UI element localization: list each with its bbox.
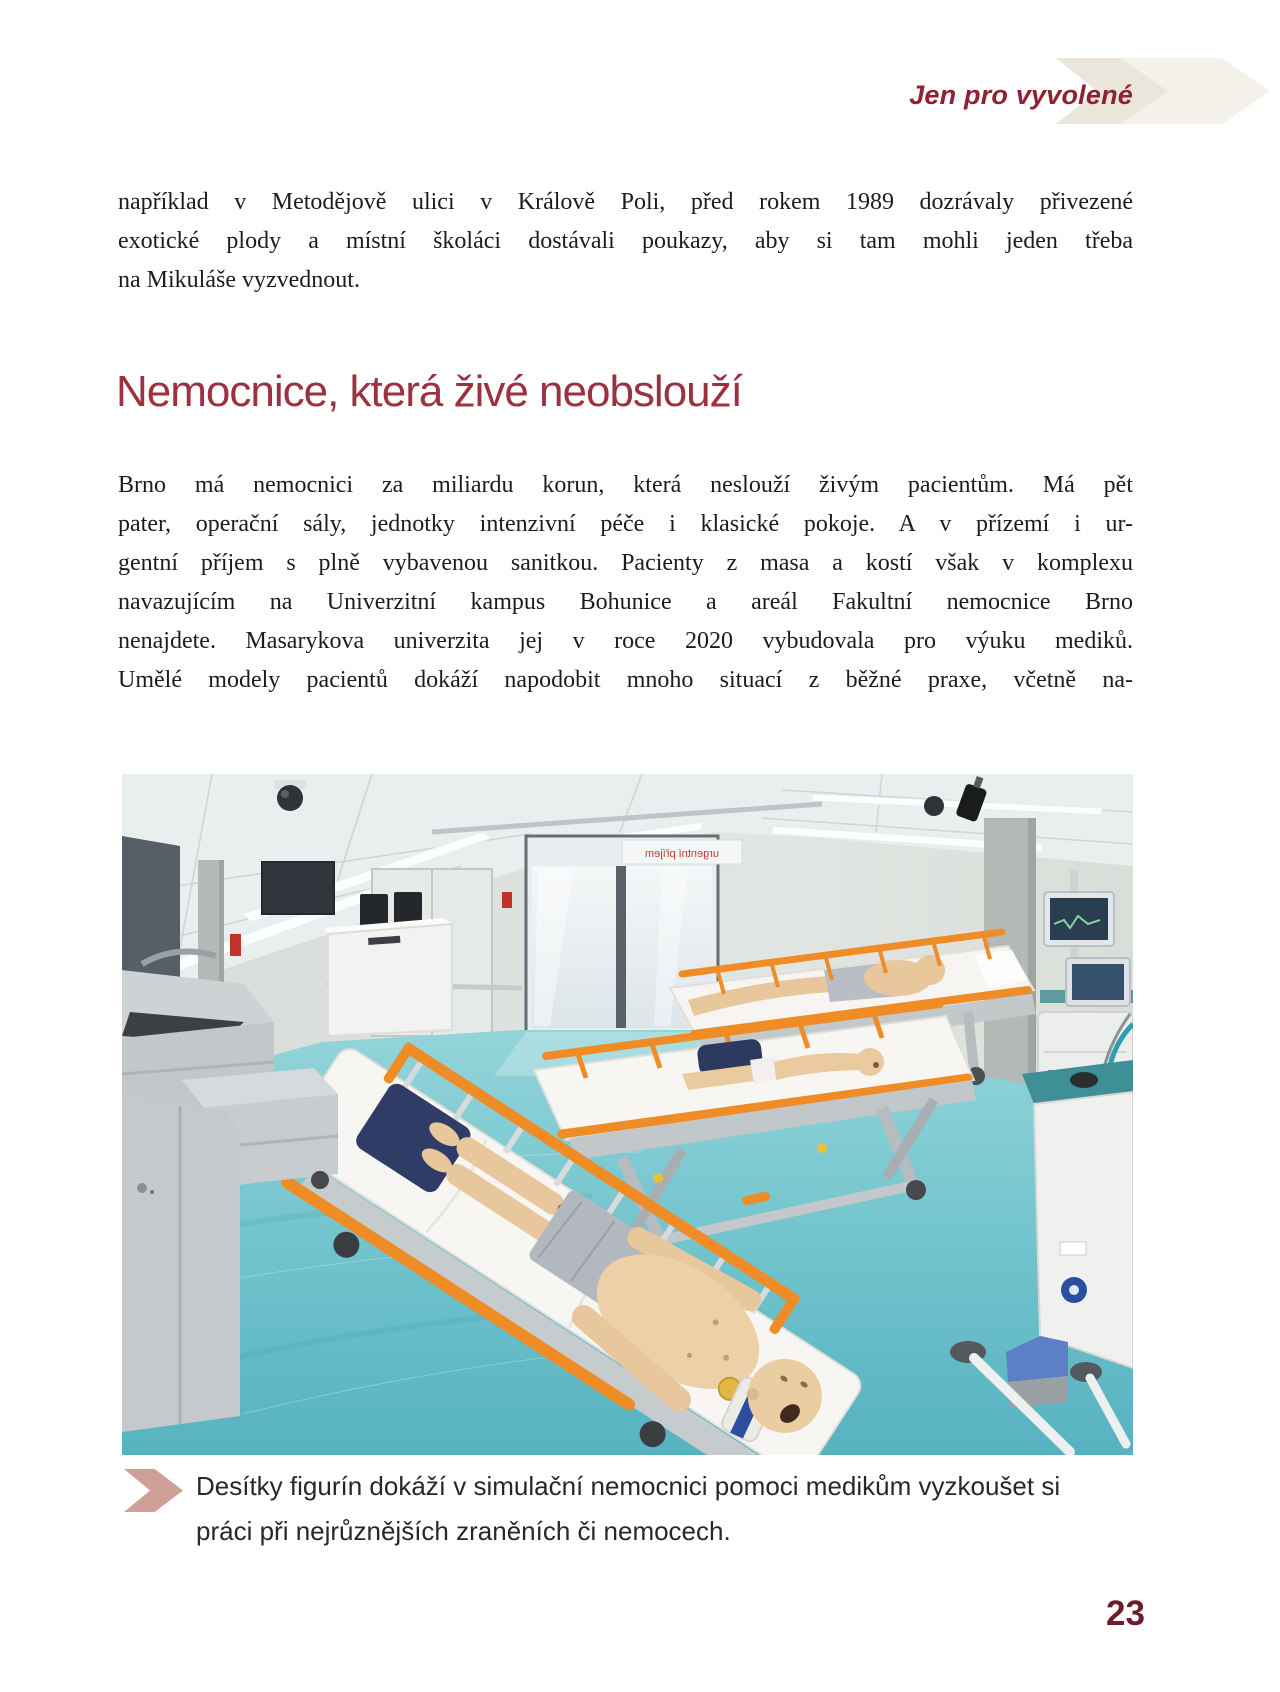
text-line: na Mikuláše vyzvednout. [118, 267, 360, 293]
exit-sign [502, 892, 512, 908]
text-line: například v Metodějově ulici v Králově Poli, před rokem 1989 dozrávaly přivezené [118, 189, 1133, 215]
text-line: Umělé modely pacientů dokáží napodobit mnoho situací z běžné praxe, včetně na- [118, 667, 1133, 693]
text-line: pater, operační sály, jednotky intenzivní péče i klasické pokoje. A v přízemí i ur- [118, 511, 1133, 537]
wall-display [262, 862, 334, 914]
running-header: Jen pro vyvolené [909, 80, 1133, 110]
text-line: gentní příjem s plně vybavenou sanitkou. Pacienty z masa a kostí však v komplexu [118, 550, 1133, 576]
hospital-photo [122, 774, 1133, 1455]
text-line: nenajdete. Masarykova univerzita jej v roce 2020 vybudovala pro výuku mediků. [118, 628, 1133, 654]
hospital-photo-illustration [122, 774, 1133, 1455]
metal-cabinet [122, 1096, 240, 1432]
text-line: Brno má nemocnici za miliardu korun, která neslouží živým pacientům. Má pět [118, 472, 1133, 498]
caption-line: práci při nejrůznějších zraněních či nemocech. [196, 1516, 731, 1546]
section-heading: Nemocnice, která živé neobslouží [116, 367, 742, 416]
door-sign-text: urgentní příjem [645, 848, 719, 860]
body-paragraph [118, 466, 1133, 700]
page-number: 23 [1106, 1594, 1145, 1633]
dome-camera-icon [924, 796, 944, 816]
caption-arrow-icon [124, 1469, 183, 1512]
text-line: navazujícím na Univerzitní kampus Bohunice a areál Fakultní nemocnice Brno [118, 589, 1133, 615]
photo-caption [196, 1464, 1196, 1554]
caption-line: Desítky figurín dokáží v simulační nemocnici pomoci medikům vyzkoušet si [196, 1471, 1061, 1501]
fire-extinguisher [230, 934, 241, 956]
text-line: exotické plody a místní školáci dostávali poukazy, aby si tam mohli jeden třeba [118, 228, 1133, 254]
intro-paragraph [118, 183, 1133, 300]
